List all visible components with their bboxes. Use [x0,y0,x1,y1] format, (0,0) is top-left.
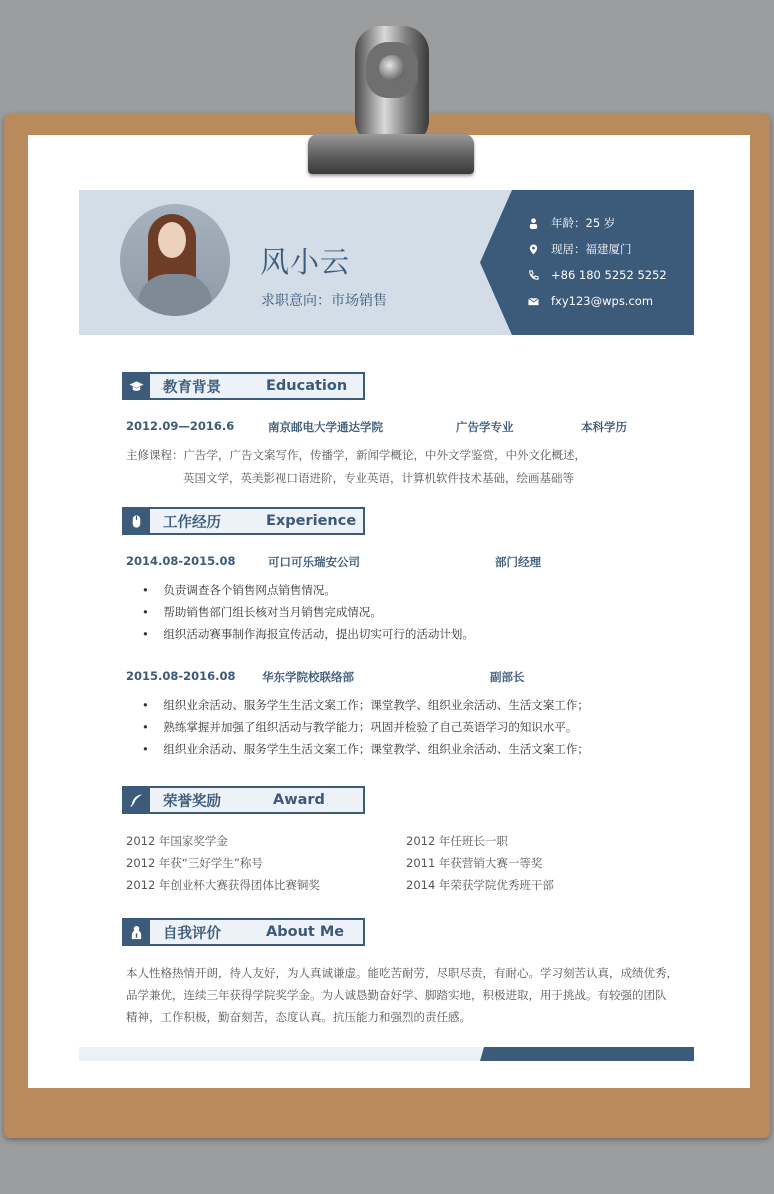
section-about [122,918,365,946]
clip-base [308,134,474,174]
job2-company: 华东学院校联络部 [262,670,354,684]
section-education [122,372,365,400]
job2-duty-2-text: 熟练掌握并加强了组织活动与教学能力；巩固并检验了自己英语学习的知识水平。 [163,720,578,734]
job1-company: 可口可乐瑞安公司 [268,555,360,569]
education-degree: 本科学历 [581,420,627,434]
job1-duty-2-text: 帮助销售部门组长核对当月销售完成情况。 [163,605,382,619]
education-courses-line1: 主修课程：广告学，广告文案写作，传播学，新闻学概论，中外文学鉴赏，中外文化概述， [126,448,586,462]
section-awards-title: 荣誉奖励 [163,793,221,810]
info-email-text: fxy123@wps.com [551,294,654,308]
section-education-title: 教育背景 [163,379,221,396]
graduation-cap-icon [122,372,150,400]
education-school: 南京邮电大学通达学院 [268,420,383,434]
section-awards [122,786,365,814]
footer-bar-dark [480,1047,694,1061]
info-age [528,215,615,231]
award-right-3: 2014 年荣获学院优秀班干部 [406,878,554,892]
about-line-2: 品学兼优，连续三年获得学院奖学金。为人诚恳勤奋好学、脚踏实地，积极进取，用于挑战。有较强的团队 [126,988,667,1002]
candidate-name: 风小云 [260,245,351,279]
section-experience-title-en: Experience [266,513,357,529]
info-phone-text: +86 180 5252 5252 [551,268,667,282]
about-line-1: 本人性格热情开朗，待人友好，为人真诚谦虚。能吃苦耐劳，尽职尽责，有耐心。学习刻苦认真，成绩优秀， [126,966,678,980]
award-left-1: 2012 年国家奖学金 [126,834,228,848]
job-intent: 求职意向：市场销售 [261,293,387,309]
info-email [528,293,653,309]
section-education-title-en: Education [266,378,348,394]
job2-period: 2015.08-2016.08 [126,669,236,683]
award-right-1: 2012 年任班长一职 [406,834,508,848]
info-location [528,241,632,257]
job1-duty-2: • 帮助销售部门组长核对当月销售完成情况。 [142,605,382,619]
phone-icon [528,270,539,281]
mail-icon [528,296,539,307]
avatar-body [138,274,212,316]
job1-duty-1: • 负责调查各个销售网点销售情况。 [142,583,336,597]
info-age-text: 年龄：25 岁 [551,216,616,230]
mouse-icon [122,507,150,535]
job2-duty-3-text: 组织业余活动、服务学生生活文案工作；课堂教学、组织业余活动、生活文案工作； [163,742,589,756]
avatar-face [158,222,186,258]
footer-bar-light [79,1047,484,1061]
award-left-2: 2012 年获“三好学生”称号 [126,856,263,870]
section-about-title: 自我评价 [163,925,221,942]
award-right-2: 2011 年获营销大赛一等奖 [406,856,543,870]
job1-period: 2014.08-2015.08 [126,554,236,568]
education-courses-line2: 英国文学，英美影视口语进阶，专业英语，计算机软件技术基础，绘画基础等 [183,471,574,485]
section-experience [122,507,365,535]
info-location-text: 现居：福建厦门 [551,242,632,256]
info-phone [528,267,667,283]
section-about-title-en: About Me [266,924,345,940]
job1-duty-1-text: 负责调查各个销售网点销售情况。 [163,583,336,597]
job2-role: 副部长 [490,670,525,684]
person-badge-icon [122,918,150,946]
section-awards-title-en: Award [273,792,325,808]
location-pin-icon [528,244,539,255]
about-line-3: 精神，工作积极，勤奋刻苦，态度认真。抗压能力和强烈的责任感。 [126,1010,471,1024]
feather-icon [122,786,150,814]
person-icon [528,218,539,229]
job2-duty-2: • 熟练掌握并加强了组织活动与教学能力；巩固并检验了自己英语学习的知识水平。 [142,720,578,734]
job2-duty-1-text: 组织业余活动、服务学生生活文案工作；课堂教学、组织业余活动、生活文案工作； [163,698,589,712]
avatar [120,204,230,316]
job1-duty-3-text: 组织活动赛事制作海报宣传活动，提出切实可行的活动计划。 [163,627,474,641]
job2-duty-1: • 组织业余活动、服务学生生活文案工作；课堂教学、组织业余活动、生活文案工作； [142,698,589,712]
education-major: 广告学专业 [456,420,514,434]
job2-duty-3: • 组织业余活动、服务学生生活文案工作；课堂教学、组织业余活动、生活文案工作； [142,742,589,756]
education-period: 2012.09—2016.6 [126,419,235,433]
section-experience-title: 工作经历 [163,514,221,531]
job1-role: 部门经理 [495,555,541,569]
header-contact-panel [480,190,694,335]
job1-duty-3: • 组织活动赛事制作海报宣传活动，提出切实可行的活动计划。 [142,627,474,641]
award-left-3: 2012 年创业杯大赛获得团体比赛铜奖 [126,878,320,892]
clip-rivet [379,55,405,81]
